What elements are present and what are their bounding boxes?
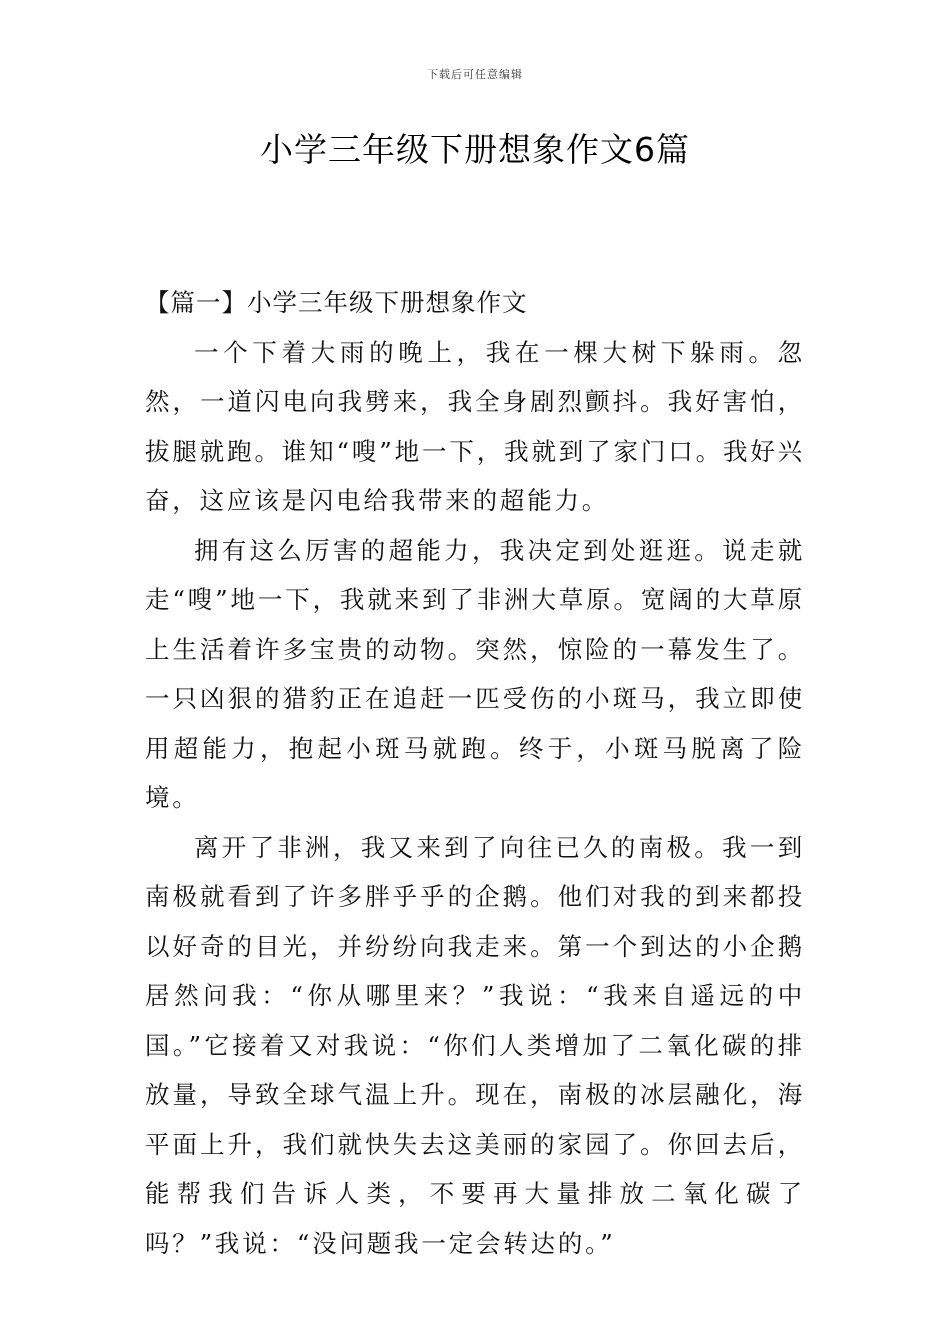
section-heading: 【篇一】小学三年级下册想象作文 (145, 288, 528, 317)
paragraph: 一个下着大雨的晚上，我在一棵大树下躲雨。忽然，一道闪电向我劈来，我全身剧烈颤抖。我好害怕，拔腿就跑。谁知“嗖”地一下，我就到了家门口。我好兴奋，这应该是闪电给我带来的超能力。 (145, 337, 805, 515)
header-note: 下载后可任意编辑 (427, 68, 523, 81)
paragraph: 拥有这么厉害的超能力，我决定到处逛逛。说走就走“嗖”地一下，我就来到了非洲大草原。宽阔的大草原上生活着许多宝贵的动物。突然，惊险的一幕发生了。一只凶狠的猎豹正在追赶一匹受伤的小斑马，我立即使用超能力，抱起小斑马就跑。终于，小斑马脱离了险境。 (145, 535, 805, 812)
document-title: 小学三年级下册想象作文6篇 (260, 130, 690, 169)
paragraph: 离开了非洲，我又来到了向往已久的南极。我一到南极就看到了许多胖乎乎的企鹅。他们对我的到来都投以好奇的目光，并纷纷向我走来。第一个到达的小企鹅居然问我：“你从哪里来？”我说：“我来自遥远的中国。”它接着又对我说：“你们人类增加了二氧化碳的排放量，导致全球气温上升。现在，南极的冰层融化，海平面上升，我们就快失去这美丽的家园了。你回去后，能帮我们告诉人类，不要再大量排放二氧化碳了吗？”我说：“没问题我一定会转达的。” (145, 832, 805, 1258)
document-body (145, 278, 805, 1268)
